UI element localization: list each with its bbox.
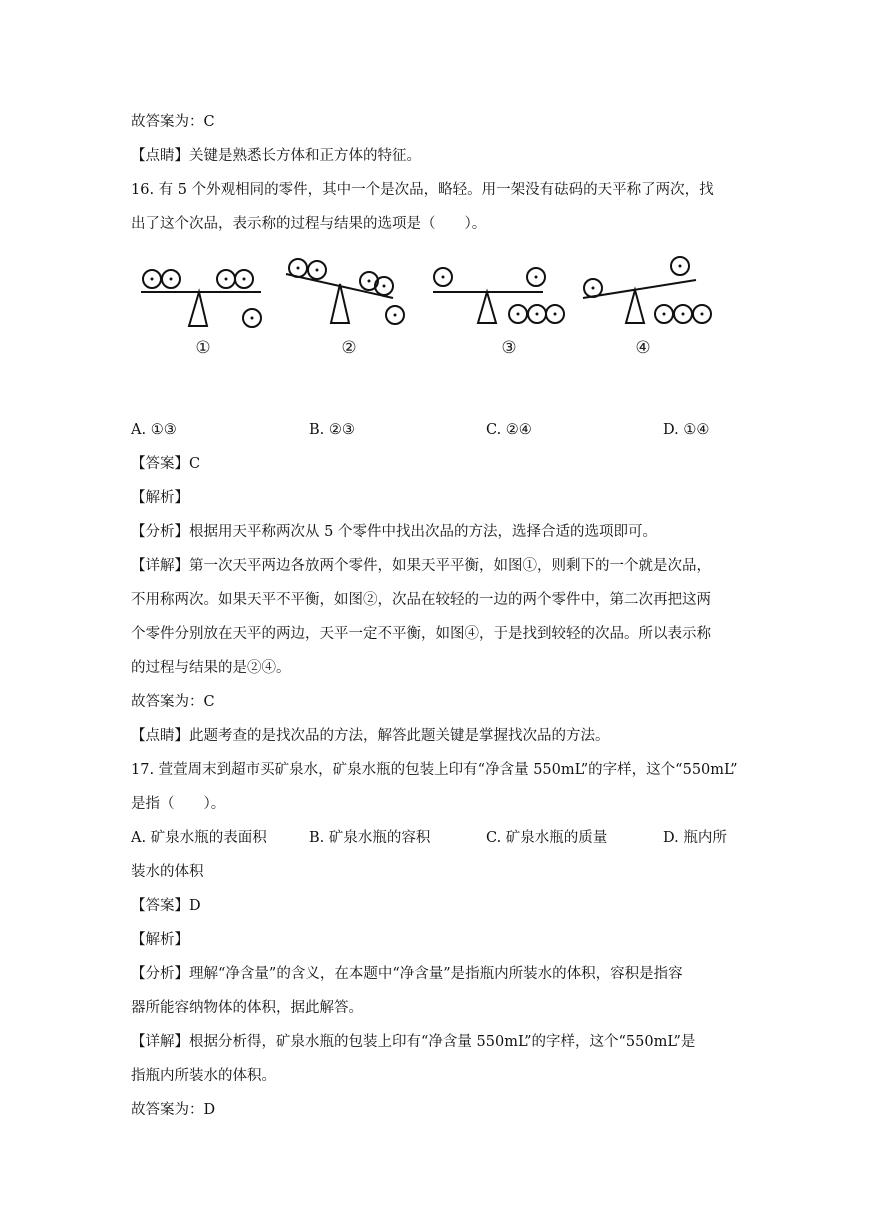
question-17-line-2: 是指（ ）。 — [131, 796, 226, 812]
q16-option-b: B. ②③ — [309, 422, 355, 438]
detail-16-line-3: 个零件分别放在天平的两边，天平一定不平衡，如图④，于是找到较轻的次品。所以表示称 — [131, 626, 711, 642]
q16-option-d: D. ①④ — [663, 422, 710, 438]
answer-17: 【答案】D — [131, 898, 201, 914]
comment-16: 【点睛】此题考查的是找次品的方法，解答此题关键是掌握找次品的方法。 — [131, 728, 610, 744]
analysis-heading-16: 【解析】 — [131, 490, 189, 506]
detail-17-line-2: 指瓶内所装水的体积。 — [131, 1068, 276, 1084]
comment-line-15: 【点睛】关键是熟悉长方体和正方体的特征。 — [131, 148, 421, 164]
answer-16: 【答案】C — [131, 456, 201, 472]
q17-option-b: B. 矿泉水瓶的容积 — [309, 830, 431, 846]
figure-label-4: ④ — [635, 338, 651, 358]
detail-16-line-1: 【详解】第一次天平两边各放两个零件，如果天平平衡，如图①，则剩下的一个就是次品， — [131, 558, 711, 574]
final-answer-16: 故答案为：C — [131, 694, 215, 710]
figure-label-2: ② — [341, 338, 357, 358]
q17-option-c: C. 矿泉水瓶的质量 — [486, 830, 608, 846]
q17-option-d: D. 瓶内所 — [663, 830, 727, 846]
q17-option-d-continued: 装水的体积 — [131, 864, 204, 880]
detail-16-line-4: 的过程与结果的是②④。 — [131, 660, 291, 676]
question-17-line-1: 17. 萱萱周末到超市买矿泉水，矿泉水瓶的包装上印有“净含量 550mL”的字样，这个“550mL” — [131, 762, 738, 778]
analysis-17-line-2: 器所能容纳物体的体积，据此解答。 — [131, 1000, 363, 1016]
balance-scale-figure — [131, 248, 731, 368]
detail-17-line-1: 【详解】根据分析得，矿泉水瓶的包装上印有“净含量 550mL”的字样，这个“550mL”是 — [131, 1034, 696, 1050]
q16-option-a: A. ①③ — [131, 422, 177, 438]
analysis-heading-17: 【解析】 — [131, 932, 189, 948]
q16-option-c: C. ②④ — [486, 422, 532, 438]
analysis-16: 【分析】根据用天平称两次从 5 个零件中找出次品的方法，选择合适的选项即可。 — [131, 524, 657, 540]
q17-option-a: A. 矿泉水瓶的表面积 — [131, 830, 267, 846]
figure-label-1: ① — [195, 338, 211, 358]
figure-label-3: ③ — [501, 338, 517, 358]
final-answer-17: 故答案为：D — [131, 1102, 216, 1118]
analysis-17-line-1: 【分析】理解“净含量”的含义，在本题中“净含量”是指瓶内所装水的体积，容积是指容 — [131, 966, 683, 982]
answer-line-15: 故答案为：C — [131, 114, 215, 130]
detail-16-line-2: 不用称两次。如果天平不平衡，如图②，次品在较轻的一边的两个零件中，第二次再把这两 — [131, 592, 711, 608]
question-16-line-1: 16. 有 5 个外观相同的零件，其中一个是次品，略轻。用一架没有砝码的天平称了两次，找 — [131, 182, 714, 198]
question-16-line-2: 出了这个次品，表示称的过程与结果的选项是（ ）。 — [131, 216, 487, 232]
